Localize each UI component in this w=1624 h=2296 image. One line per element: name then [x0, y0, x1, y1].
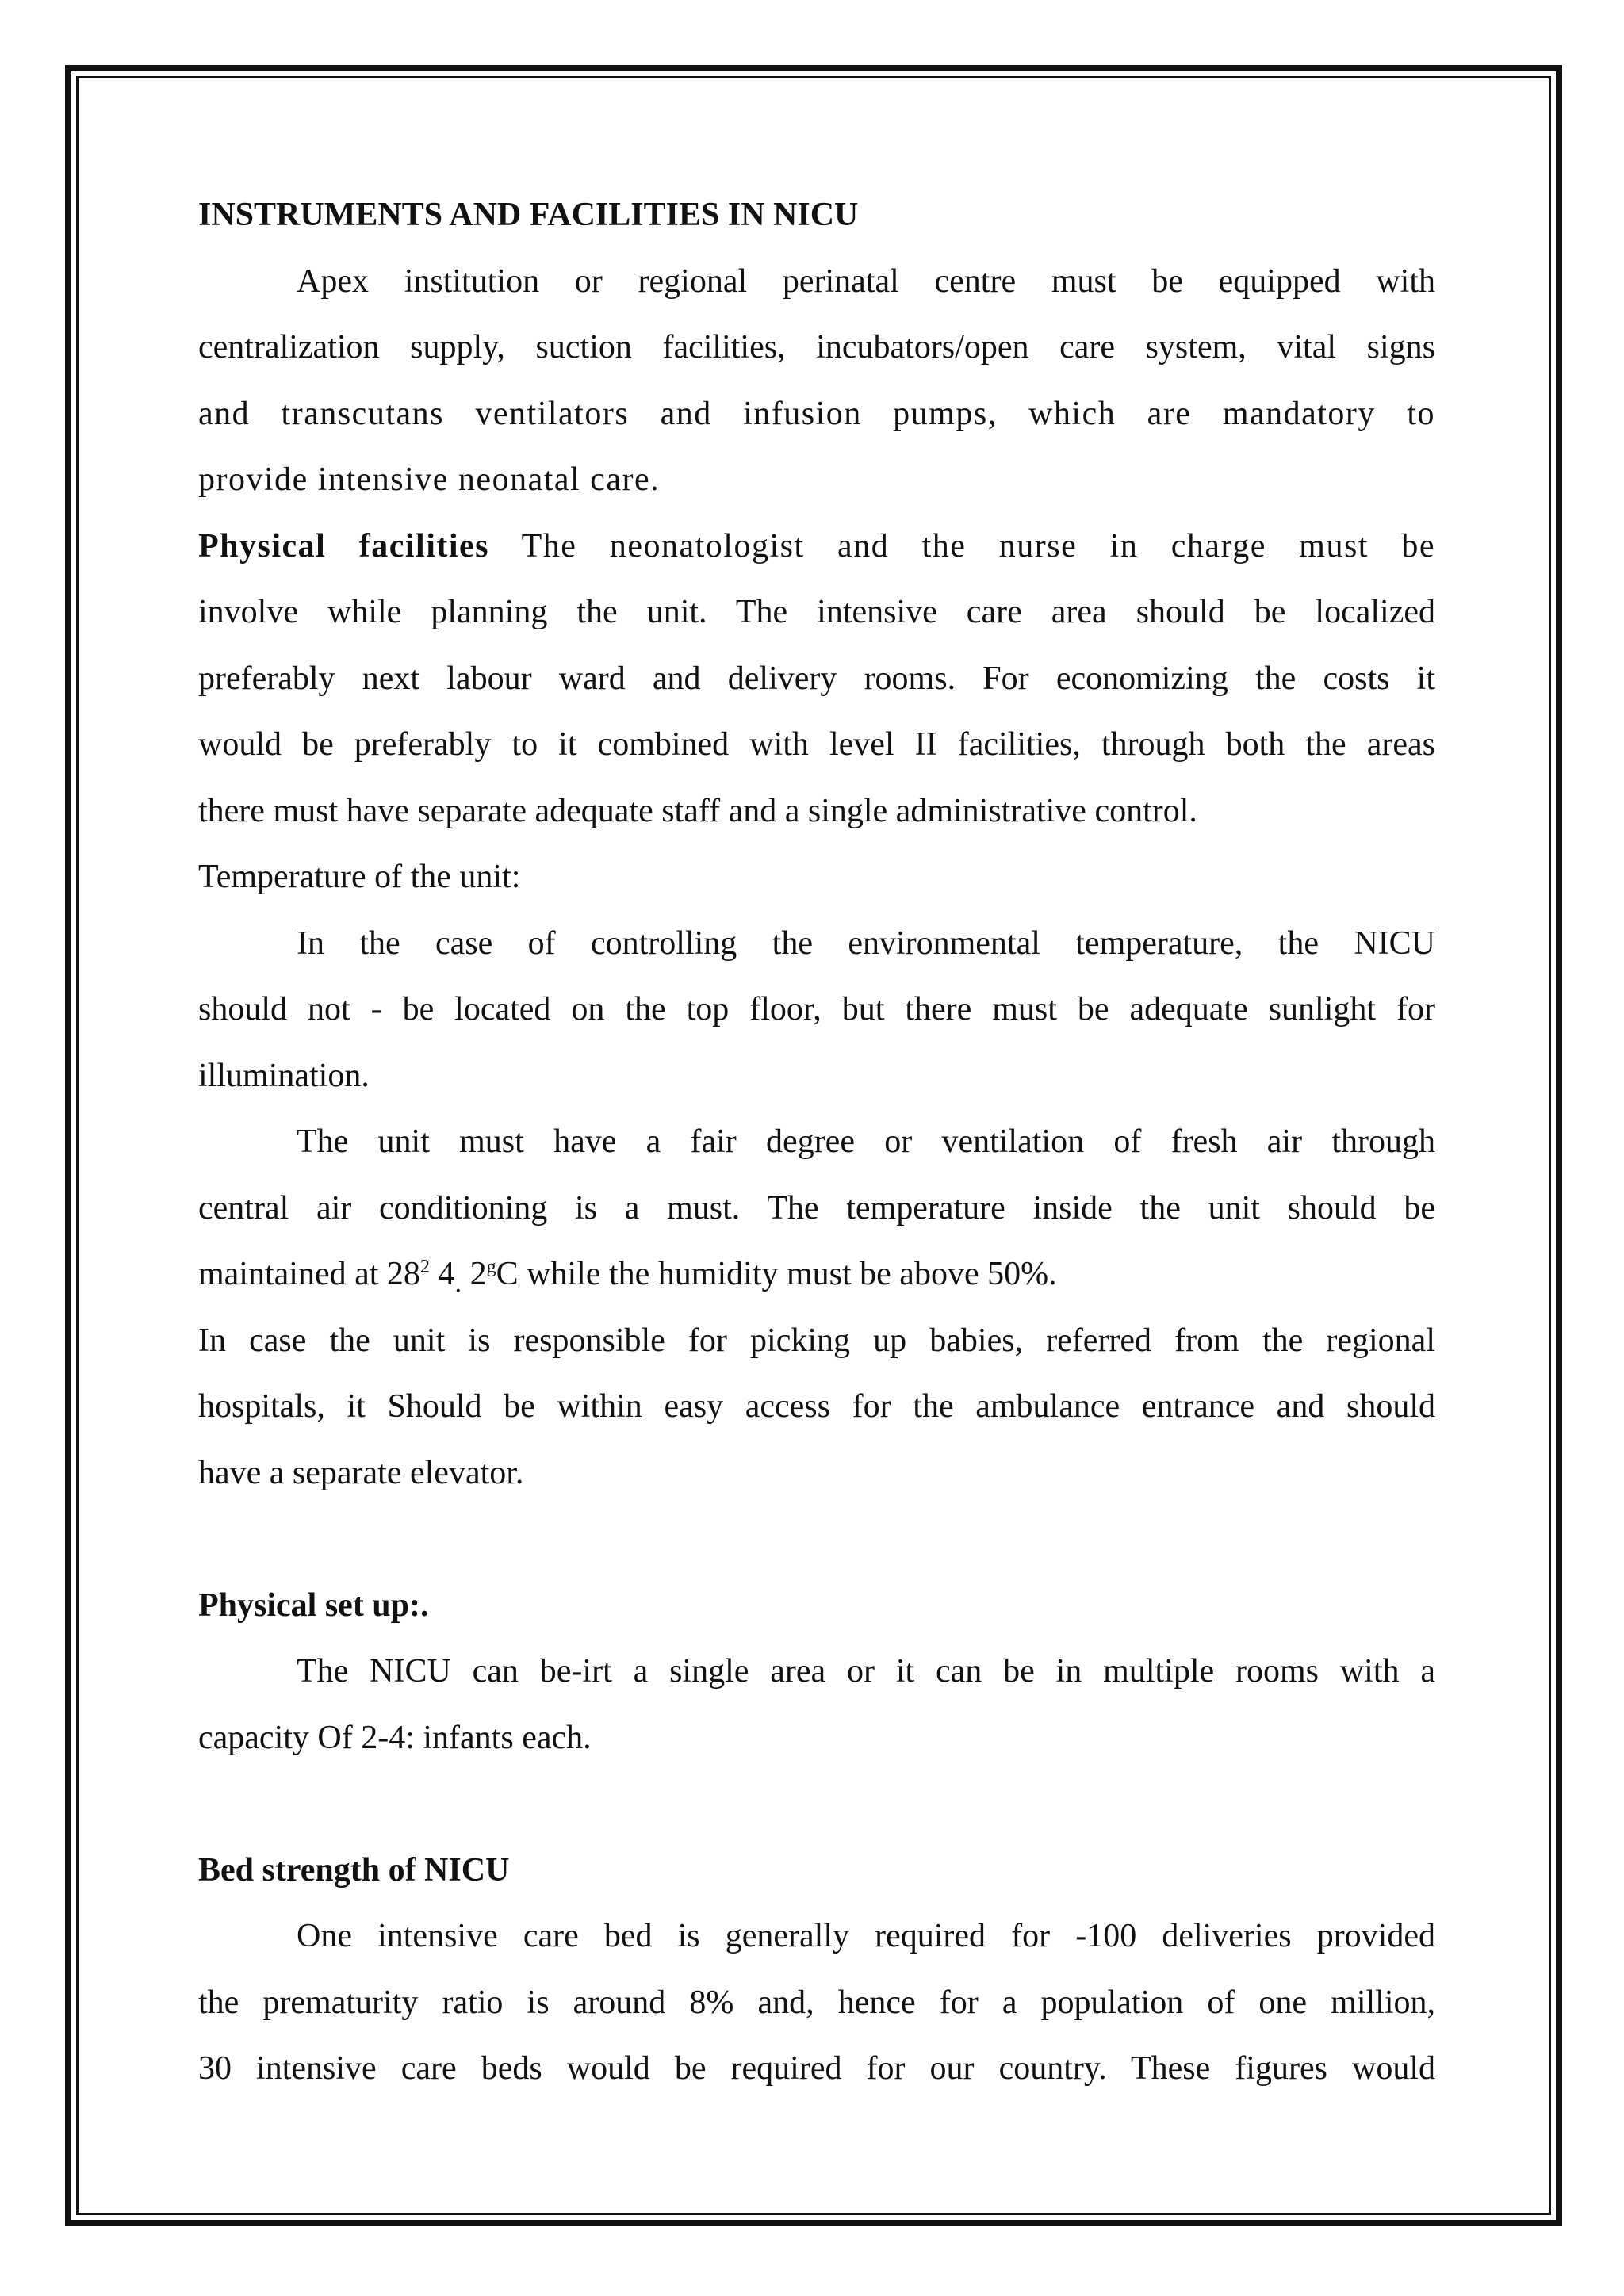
physical-facilities-line-4: would be preferably to it combined with level II facilities, through both the areas	[198, 726, 1435, 763]
temperature-para1-line-2: should not - be located on the top floor, but there must be adequate sunlight for	[198, 991, 1435, 1027]
intro-line-4: provide intensive neonatal care.	[198, 461, 661, 498]
physical-facilities-line-5: there must have separate adequate staff and a single administrative control.	[198, 792, 1197, 829]
bed-strength-line-1: One intensive care bed is generally required for -100 deliveries provided	[297, 1918, 1435, 1954]
document-body	[198, 182, 1435, 2103]
physical-facilities-line-2: involve while planning the unit. The intensive care area should be localized	[198, 594, 1435, 630]
physical-facilities-first-line-text: The neonatologist and the nurse in charge must be	[521, 527, 1435, 564]
bed-strength-heading: Bed strength of NICU	[198, 1851, 510, 1888]
temperature-para2-line-3: maintained at $28^2$ $4_.$ 2$^g$C while the humidity must be above 50%.	[198, 1256, 1057, 1299]
temperature-para2-line-2: central air conditioning is a must. The temperature inside the unit should be	[198, 1189, 1435, 1226]
temperature-heading: Temperature of the unit:	[198, 859, 521, 895]
spacer	[198, 1506, 1435, 1573]
physical-facilities-line-3: preferably next labour ward and delivery rooms. For economizing the costs it	[198, 660, 1435, 697]
physical-setup-heading: Physical set up:.	[198, 1586, 429, 1624]
physical-facilities-label: Physical facilities	[198, 527, 490, 564]
physical-setup-line-2: capacity Of 2-4: infants each.	[198, 1719, 592, 1756]
intro-line-1: Apex institution or regional perinatal centre must be equipped with	[297, 262, 1435, 300]
intro-line-2: centralization supply, suction facilities, incubators/open care system, vital signs	[198, 329, 1435, 365]
temperature-para3-line-1: In case the unit is responsible for picking up babies, referred from the regional	[198, 1322, 1435, 1359]
temperature-para2-line-1: The unit must have a fair degree or ventilation of fresh air through	[297, 1123, 1435, 1160]
temperature-para3-line-2: hospitals, it Should be within easy access for the ambulance entrance and should	[198, 1388, 1435, 1425]
physical-facilities-line-1	[198, 514, 1435, 580]
bed-strength-line-3: 30 intensive care beds would be required for our country. These figures would	[198, 2050, 1435, 2087]
intro-line-3: and transcutans ventilators and infusion pumps, which are mandatory to	[198, 395, 1435, 432]
temperature-para1-line-3: illumination.	[198, 1057, 370, 1094]
spacer	[198, 1771, 1435, 1838]
temperature-para3-line-3: have a separate elevator.	[198, 1454, 524, 1491]
bed-strength-line-2: the prematurity ratio is around 8% and, hence for a population of one million,	[198, 1984, 1435, 2021]
physical-setup-line-1: The NICU can be-irt a single area or it can be in multiple rooms with a	[297, 1653, 1435, 1689]
temperature-para1-line-1: In the case of controlling the environmental temperature, the NICU	[297, 924, 1435, 962]
section-heading-instruments: INSTRUMENTS AND FACILITIES IN NICU	[198, 197, 859, 233]
